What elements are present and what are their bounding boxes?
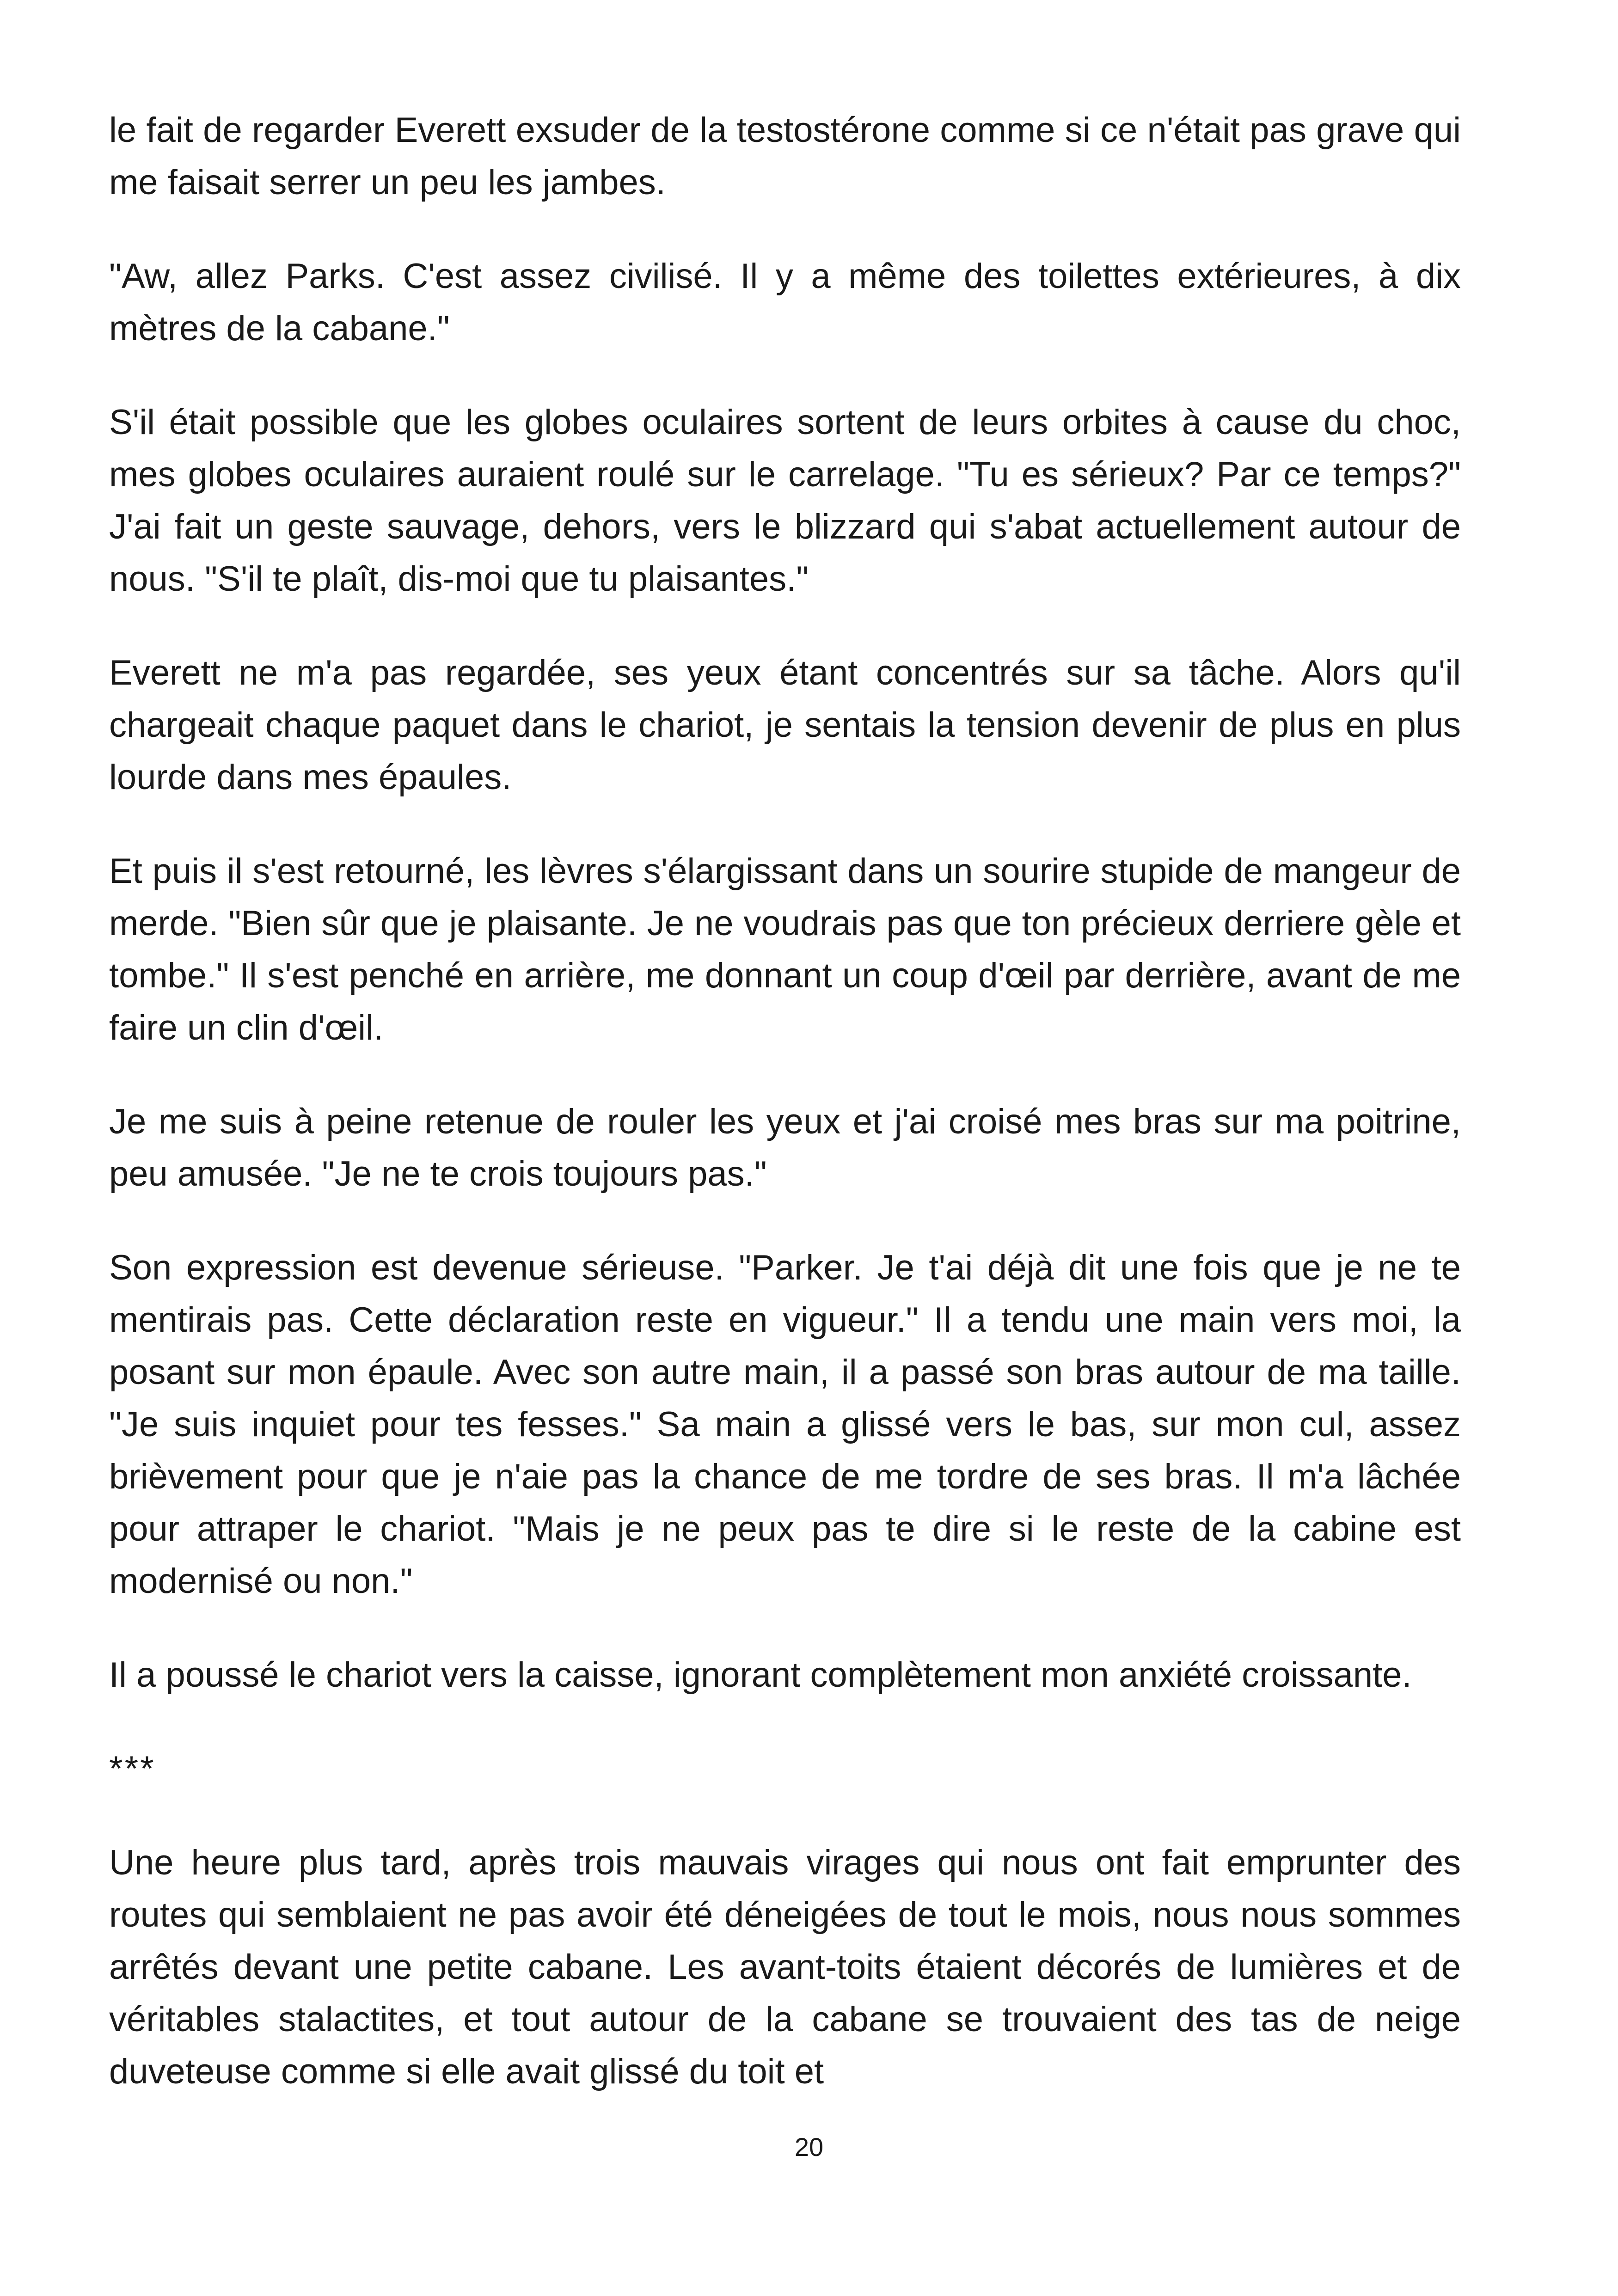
paragraph: Il a poussé le chariot vers la caisse, ignorant complètement mon anxiété croissante.: [109, 1655, 1412, 1695]
body-text: [109, 104, 1461, 2139]
paragraph: Je me suis à peine retenue de rouler les yeux et j'ai croisé mes bras sur ma poitrine, peu amusée. "Je ne te crois toujours pas.": [109, 1102, 1461, 1194]
scene-separator: ***: [109, 1749, 156, 1788]
paragraph: Son expression est devenue sérieuse. "Parker. Je t'ai déjà dit une fois que je ne te mentirais pas. Cette déclaration reste en vigueur." Il a tendu une main vers moi, la posant sur mon épaule. Avec son autre main, il a passé son bras autour de ma taille. "Je suis inquiet pour tes fesses." Sa main a glissé vers le bas, sur mon cul, assez brièvement pour que je n'aie pas la chance de me tordre de ses bras. Il m'a lâchée pour attraper le chariot. "Mais je ne peux pas te dire si le reste de la cabine est modernisé ou non.": [109, 1248, 1461, 1601]
paragraph: S'il était possible que les globes oculaires sortent de leurs orbites à cause du choc, mes globes oculaires auraient roulé sur le carrelage. "Tu es sérieux? Par ce temps?" J'ai fait un geste sauvage, dehors, vers le blizzard qui s'abat actuellement autour de nous. "S'il te plaît, dis-moi que tu plaisantes.": [109, 403, 1461, 599]
paragraph: Et puis il s'est retourné, les lèvres s'élargissant dans un sourire stupide de mangeur de merde. "Bien sûr que je plaisante. Je ne voudrais pas que ton précieux derriere gèle et tombe." Il s'est penché en arrière, me donnant un coup d'œil par derrière, avant de me faire un clin d'œil.: [109, 851, 1461, 1047]
page-number: 20: [794, 2132, 824, 2161]
paragraph: le fait de regarder Everett exsuder de la testostérone comme si ce n'était pas grave qui me faisait serrer un peu les jambes.: [109, 110, 1461, 202]
paragraph: "Aw, allez Parks. C'est assez civilisé. Il y a même des toilettes extérieures, à dix mètres de la cabane.": [109, 257, 1461, 348]
paragraph: Everett ne m'a pas regardée, ses yeux étant concentrés sur sa tâche. Alors qu'il chargeait chaque paquet dans le chariot, je sentais la tension devenir de plus en plus lourde dans mes épaules.: [109, 653, 1461, 797]
paragraph: Une heure plus tard, après trois mauvais virages qui nous ont fait emprunter des routes qui semblaient ne pas avoir été déneigées de tout le mois, nous nous sommes arrêtés devant une petite cabane. Les avant-toits étaient décorés de lumières et de véritables stalactites, et tout autour de la cabane se trouvaient des tas de neige duveteuse comme si elle avait glissé du toit et: [109, 1843, 1461, 2091]
